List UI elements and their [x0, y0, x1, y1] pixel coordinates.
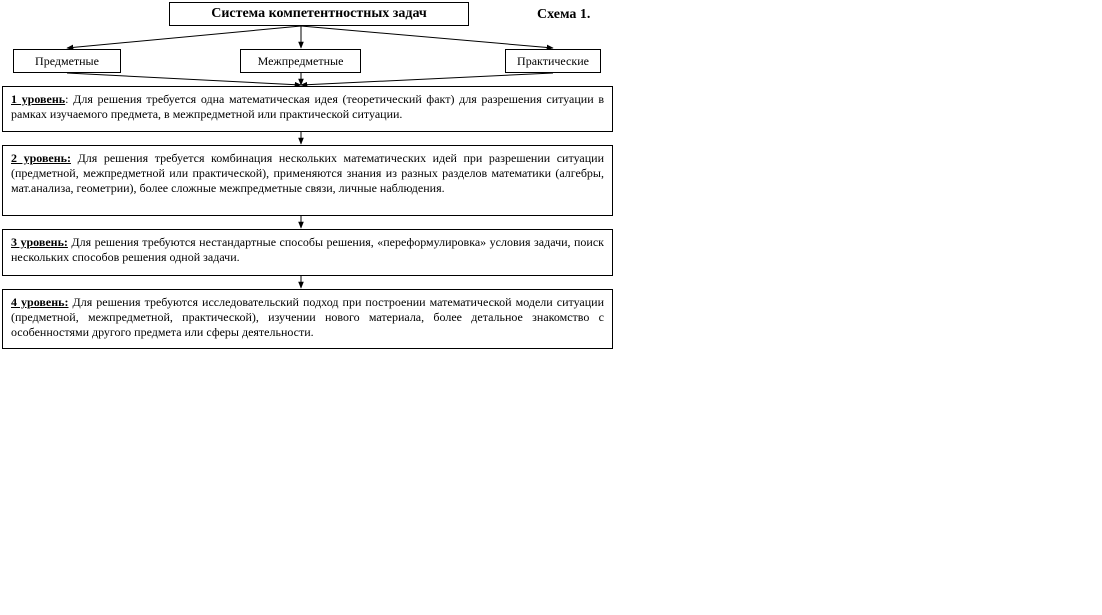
category-interdisciplinary-box [240, 49, 361, 73]
category-subject-label: Предметные [35, 54, 99, 68]
level-2-text: Для решения требуется комбинация нескольких математических идей при разрешении ситуации (предметной, межпредметной или практической), применяются знания из разных разделов математики (алгебры, мат.анализа, геометрии), более сложные межпредметные связи, личные наблюдения. [11, 151, 605, 195]
level-3-box [2, 229, 613, 276]
category-practical-label: Практические [517, 54, 589, 68]
arrow-title-to-subject [67, 26, 301, 48]
level-1-text: Для решения требуется одна математическая идея (теоретический факт) для разрешения ситуации в рамках изучаемого предмета, в межпредметной или практической ситуации. [11, 92, 604, 121]
arrow-title-to-practical [301, 26, 553, 48]
diagram-title: Система компетентностных задач [211, 6, 427, 21]
level-2-box [2, 145, 613, 216]
level-1-box [2, 86, 613, 132]
category-interdisciplinary-label: Межпредметные [257, 54, 344, 68]
level-2-label: 2 уровень: [11, 151, 72, 165]
level-3-text: Для решения требуются нестандартные способы решения, «переформулировка» условия задачи, поиск нескольких способов решения одной задачи. [11, 235, 605, 264]
category-subject-box [13, 49, 121, 73]
level-4-label: 4 уровень: [11, 295, 69, 309]
category-practical-box [505, 49, 601, 73]
level-1-label: 1 уровень [11, 92, 66, 106]
level-3-label: 3 уровень: [11, 235, 68, 249]
arrow-subject-to-level1 [67, 73, 301, 85]
diagram-title-box [169, 2, 469, 26]
level-4-box [2, 289, 613, 349]
scheme-label: Схема 1. [537, 7, 591, 22]
level-1-separator: : [65, 92, 69, 106]
level-4-text: Для решения требуются исследовательский подход при построении математической модели ситуации (предметной, межпредметной, практической), изучении нового материала, более детальное знакомство с особенностями другого предмета или сферы деятельности. [11, 295, 605, 339]
arrow-practical-to-level1 [301, 73, 553, 85]
